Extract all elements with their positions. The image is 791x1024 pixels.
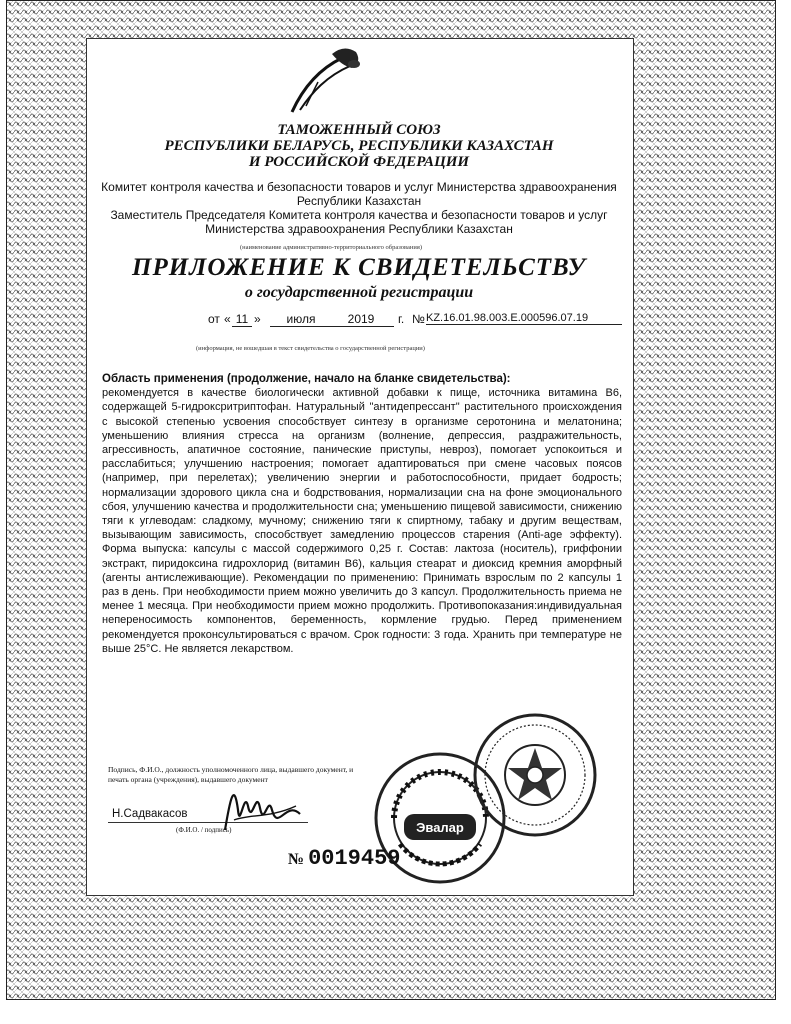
committee-line-4: Министерства здравоохранения Республики Казахстан (205, 222, 513, 236)
signatory-name: Н.Садвакасов (112, 808, 188, 820)
date-from-label: от (208, 312, 220, 326)
committee-line-2: Республики Казахстан (296, 194, 422, 208)
application-scope-text (102, 372, 622, 656)
date-registration-line (200, 312, 620, 332)
day-open-quote: « (224, 312, 231, 326)
registration-number: KZ.16.01.98.003.E.000596.07.19 (426, 312, 622, 325)
header-line-3: И РОССИЙСКОЙ ФЕДЕРАЦИИ (248, 154, 470, 170)
serial-number-value: 0019459 (308, 846, 401, 871)
committee-line-3: Заместитель Председателя Комитета контроля качества и безопасности товаров и услуг (110, 208, 608, 222)
date-line-caption: (информация, не вошедшая в текст свидетельства о государственной регистрации) (196, 345, 425, 352)
date-year: 2019 (328, 312, 394, 327)
committee-caption: (наименование административно-территориального образования) (240, 244, 423, 251)
date-day: 11 (232, 312, 252, 327)
document-title: ПРИЛОЖЕНИЕ К СВИДЕТЕЛЬСТВУ (132, 254, 586, 281)
fio-caption: (Ф.И.О. / подпись) (176, 826, 232, 834)
serial-number-sign: № (288, 851, 305, 868)
year-suffix: г. (398, 312, 405, 326)
committee-line-1: Комитет контроля качества и безопасности товаров и услуг Министерства здравоохранения (101, 180, 617, 194)
stamp-logo-text: Эвалар (416, 820, 464, 835)
day-close-quote: » (254, 312, 261, 326)
customs-union-emblem-icon (272, 40, 372, 120)
date-month: июля (270, 312, 332, 327)
serial-number (288, 846, 401, 871)
signature-caption: Подпись, Ф.И.О., должность уполномоченного лица, выдавшего документ, и печать органа (учреждения), выдавшего документ (108, 765, 354, 784)
header-line-2: РЕСПУБЛИКИ БЕЛАРУСЬ, РЕСПУБЛИКИ КАЗАХСТАН (164, 138, 554, 154)
application-scope-body: рекомендуется в качестве биологически активной добавки к пище, источника витамина B6, содержащей 5-гидроксритриптофан. Натуральный "антидепрессант" растительного происхождения с высокой степенью усвоения способствует синтезу в организме серотонина и мелатонина; уменьшению влияния стресса на организм (волнение, депрессия, раздражительность, агрессивность, апатичное состояние, панические приступы, невроз), помогает успокоиться и расслабиться; улучшению настроения; помогает адаптироваться при смене часовых поясов (например, при перелетах); увеличению энергии и работоспособности, придает бодрость; нормализации здорового цикла сна и бодрствования, нормализации сна на фоне эмоционального сбоя, улучшению качества и продолжительности сна; уменьшению пищевой зависимости, снижению тяги к углеводам: сладкому, мучному; снижению тяги к спиртному, табаку и другим веществам, вызывающим зависимость, способствует замедлению процессов старения (Anti-age эффекту). Форма выпуска: капсулы с массой содержимого 0,25 г. Состав: лактоза (носитель), гриффонии экстракт, пиридоксина гидрохлорид (витамин B6), кальция стеарат и диоксид кремния аморфный (агенты антислеживающие). Рекомендации по применению: Принимать взрослым по 2 капсулы 1 раз в день. При необходимости прием можно увеличить до 3 капсул. Продолжительность приема не менее 1 месяца. При необходимости прием можно продолжить. Противопоказания:индивидуальная непереносимость компонентов, беременность, кормление грудью. Перед применением рекомендуется проконсультироваться с врачом. Срок годности: 3 года. Хранить при температуре не выше 25°С. Не является лекарством. (102, 387, 622, 655)
handwritten-signature-icon (220, 770, 310, 840)
number-sign: № (412, 312, 425, 326)
application-scope-heading: Область применения (продолжение, начало на бланке свидетельства): (102, 373, 511, 385)
document-subtitle: о государственной регистрации (244, 284, 474, 301)
kazakhstan-official-seal-icon (470, 710, 600, 840)
header-line-1: ТАМОЖЕННЫЙ СОЮЗ (277, 122, 441, 138)
